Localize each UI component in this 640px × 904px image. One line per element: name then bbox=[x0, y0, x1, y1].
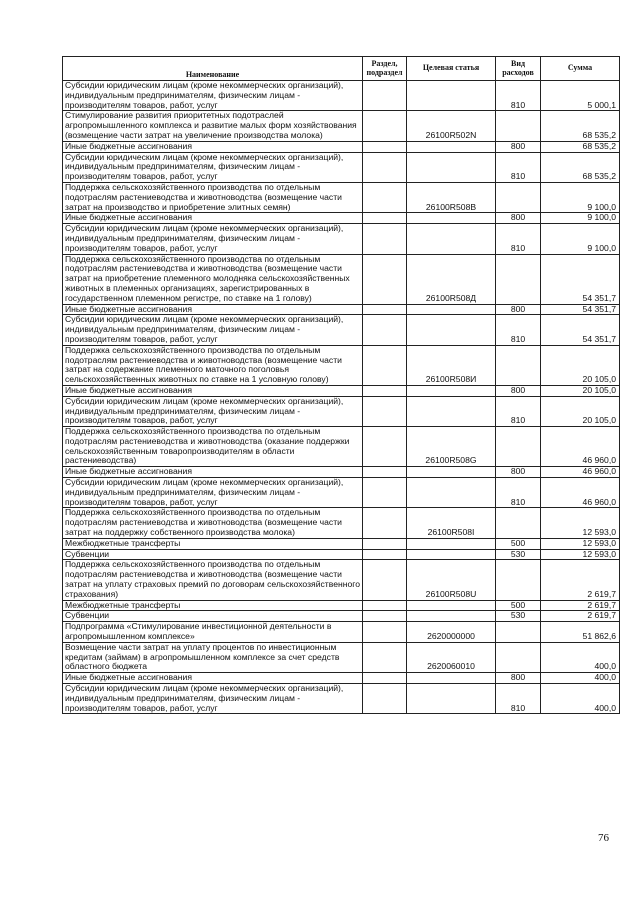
row-type-cell bbox=[496, 622, 541, 643]
row-section-cell bbox=[363, 304, 407, 315]
row-target-cell bbox=[407, 684, 496, 714]
budget-table bbox=[62, 56, 620, 714]
table-row bbox=[63, 611, 620, 622]
row-section-cell bbox=[363, 673, 407, 684]
row-sum-cell: 400,0 bbox=[541, 642, 620, 672]
table-row bbox=[63, 600, 620, 611]
row-type-cell: 810 bbox=[496, 396, 541, 426]
row-target-cell bbox=[407, 549, 496, 560]
row-section-cell bbox=[363, 538, 407, 549]
row-section-cell bbox=[363, 467, 407, 478]
row-section-cell bbox=[363, 600, 407, 611]
row-target-cell bbox=[407, 213, 496, 224]
row-section-cell bbox=[363, 622, 407, 643]
row-name-cell: Стимулирование развития приоритетных подотраслей агропромышленного комплекса и развитие малых форм хозяйствования (возмещение части затрат на увеличение производства молока) bbox=[63, 111, 363, 141]
row-type-cell: 530 bbox=[496, 611, 541, 622]
table-row bbox=[63, 213, 620, 224]
table-row bbox=[63, 224, 620, 254]
table-row bbox=[63, 467, 620, 478]
row-section-cell bbox=[363, 427, 407, 467]
row-sum-cell: 46 960,0 bbox=[541, 467, 620, 478]
row-sum-cell: 9 100,0 bbox=[541, 182, 620, 212]
row-type-cell bbox=[496, 254, 541, 304]
row-sum-cell: 5 000,1 bbox=[541, 81, 620, 111]
row-sum-cell: 20 105,0 bbox=[541, 396, 620, 426]
row-target-cell bbox=[407, 611, 496, 622]
table-row bbox=[63, 684, 620, 714]
row-type-cell bbox=[496, 111, 541, 141]
header-type: Вид расходов bbox=[496, 57, 541, 81]
row-sum-cell: 9 100,0 bbox=[541, 213, 620, 224]
row-type-cell: 800 bbox=[496, 467, 541, 478]
row-target-cell: 26100R508Д bbox=[407, 254, 496, 304]
row-section-cell bbox=[363, 611, 407, 622]
row-name-cell: Субсидии юридическим лицам (кроме некоммерческих организаций), индивидуальным предпринимателям, физическим лицам - производителям товаров, работ, услуг bbox=[63, 81, 363, 111]
table-row bbox=[63, 81, 620, 111]
table-row bbox=[63, 152, 620, 182]
header-target: Целевая статья bbox=[407, 57, 496, 81]
row-target-cell bbox=[407, 478, 496, 508]
row-sum-cell: 46 960,0 bbox=[541, 478, 620, 508]
table-row bbox=[63, 304, 620, 315]
row-name-cell: Межбюджетные трансферты bbox=[63, 538, 363, 549]
row-target-cell bbox=[407, 224, 496, 254]
row-target-cell bbox=[407, 152, 496, 182]
row-sum-cell: 68 535,2 bbox=[541, 111, 620, 141]
row-name-cell: Иные бюджетные ассигнования bbox=[63, 467, 363, 478]
row-name-cell: Иные бюджетные ассигнования bbox=[63, 385, 363, 396]
row-name-cell: Субвенции bbox=[63, 549, 363, 560]
row-target-cell bbox=[407, 600, 496, 611]
row-name-cell: Субсидии юридическим лицам (кроме некоммерческих организаций), индивидуальным предпринимателям, физическим лицам - производителям товаров, работ, услуг bbox=[63, 478, 363, 508]
table-row bbox=[63, 622, 620, 643]
row-section-cell bbox=[363, 152, 407, 182]
row-target-cell bbox=[407, 81, 496, 111]
row-type-cell bbox=[496, 508, 541, 538]
row-type-cell bbox=[496, 642, 541, 672]
row-name-cell: Поддержка сельскохозяйственного производства по отдельным подотраслям растениеводства и животноводства (возмещение части затрат на содержание племенного маточного поголовья сельскохозяйственных животных по ставке на 1 условную голову) bbox=[63, 345, 363, 385]
row-target-cell bbox=[407, 304, 496, 315]
row-sum-cell: 12 593,0 bbox=[541, 508, 620, 538]
row-section-cell bbox=[363, 213, 407, 224]
row-target-cell: 26100R508I bbox=[407, 508, 496, 538]
row-type-cell bbox=[496, 182, 541, 212]
row-name-cell: Субсидии юридическим лицам (кроме некоммерческих организаций), индивидуальным предпринимателям, физическим лицам - производителям товаров, работ, услуг bbox=[63, 684, 363, 714]
row-section-cell bbox=[363, 81, 407, 111]
row-target-cell bbox=[407, 673, 496, 684]
row-section-cell bbox=[363, 642, 407, 672]
row-target-cell bbox=[407, 538, 496, 549]
row-type-cell bbox=[496, 427, 541, 467]
row-sum-cell: 54 351,7 bbox=[541, 254, 620, 304]
row-name-cell: Субсидии юридическим лицам (кроме некоммерческих организаций), индивидуальным предпринимателям, физическим лицам - производителям товаров, работ, услуг bbox=[63, 396, 363, 426]
row-section-cell bbox=[363, 560, 407, 600]
table-row bbox=[63, 254, 620, 304]
table-row bbox=[63, 560, 620, 600]
row-name-cell: Поддержка сельскохозяйственного производства по отдельным подотраслям растениеводства и животноводства (возмещение части затрат на производство и приобретение элитных семян) bbox=[63, 182, 363, 212]
row-name-cell: Поддержка сельскохозяйственного производства по отдельным подотраслям растениеводства и животноводства (возмещение части затрат на приобретение племенного молодняка сельскохозяйственных животных в племенных организациях, зарегистрированных в государственном племенном регистре, по ставке на 1 голову) bbox=[63, 254, 363, 304]
row-sum-cell: 51 862,6 bbox=[541, 622, 620, 643]
row-name-cell: Поддержка сельскохозяйственного производства по отдельным подотраслям растениеводства и животноводства (возмещение части затрат на поддержку собственного производства молока) bbox=[63, 508, 363, 538]
row-target-cell: 26100R508И bbox=[407, 345, 496, 385]
row-sum-cell: 54 351,7 bbox=[541, 304, 620, 315]
table-row bbox=[63, 508, 620, 538]
row-sum-cell: 2 619,7 bbox=[541, 560, 620, 600]
table-row bbox=[63, 427, 620, 467]
row-target-cell bbox=[407, 396, 496, 426]
table-row bbox=[63, 345, 620, 385]
row-target-cell: 26100R508B bbox=[407, 182, 496, 212]
row-sum-cell: 68 535,2 bbox=[541, 152, 620, 182]
row-sum-cell: 400,0 bbox=[541, 673, 620, 684]
row-type-cell: 810 bbox=[496, 152, 541, 182]
row-type-cell: 810 bbox=[496, 684, 541, 714]
table-row bbox=[63, 315, 620, 345]
row-sum-cell: 68 535,2 bbox=[541, 141, 620, 152]
row-type-cell: 810 bbox=[496, 478, 541, 508]
row-section-cell bbox=[363, 478, 407, 508]
row-type-cell: 800 bbox=[496, 673, 541, 684]
row-sum-cell: 9 100,0 bbox=[541, 224, 620, 254]
row-type-cell: 500 bbox=[496, 600, 541, 611]
row-name-cell: Межбюджетные трансферты bbox=[63, 600, 363, 611]
row-section-cell bbox=[363, 396, 407, 426]
row-target-cell: 2620000000 bbox=[407, 622, 496, 643]
row-name-cell: Субсидии юридическим лицам (кроме некоммерческих организаций), индивидуальным предпринимателям, физическим лицам - производителям товаров, работ, услуг bbox=[63, 315, 363, 345]
row-target-cell bbox=[407, 467, 496, 478]
row-type-cell: 810 bbox=[496, 81, 541, 111]
row-section-cell bbox=[363, 315, 407, 345]
row-sum-cell: 2 619,7 bbox=[541, 600, 620, 611]
row-section-cell bbox=[363, 508, 407, 538]
table-body bbox=[63, 81, 620, 714]
row-type-cell: 810 bbox=[496, 224, 541, 254]
row-target-cell: 26100R508U bbox=[407, 560, 496, 600]
row-target-cell: 26100R502N bbox=[407, 111, 496, 141]
row-section-cell bbox=[363, 224, 407, 254]
row-type-cell: 500 bbox=[496, 538, 541, 549]
row-section-cell bbox=[363, 549, 407, 560]
row-name-cell: Иные бюджетные ассигнования bbox=[63, 304, 363, 315]
row-sum-cell: 54 351,7 bbox=[541, 315, 620, 345]
row-name-cell: Субсидии юридическим лицам (кроме некоммерческих организаций), индивидуальным предпринимателям, физическим лицам - производителям товаров, работ, услуг bbox=[63, 152, 363, 182]
row-sum-cell: 20 105,0 bbox=[541, 345, 620, 385]
row-name-cell: Субсидии юридическим лицам (кроме некоммерческих организаций), индивидуальным предпринимателям, физическим лицам - производителям товаров, работ, услуг bbox=[63, 224, 363, 254]
row-sum-cell: 20 105,0 bbox=[541, 385, 620, 396]
row-type-cell: 810 bbox=[496, 315, 541, 345]
header-sum: Сумма bbox=[541, 57, 620, 81]
row-target-cell bbox=[407, 385, 496, 396]
budget-table-page bbox=[62, 56, 619, 714]
row-section-cell bbox=[363, 345, 407, 385]
table-row bbox=[63, 111, 620, 141]
row-name-cell: Поддержка сельскохозяйственного производства по отдельным подотраслям растениеводства и животноводства (возмещение части затрат на уплату страховых премий по договорам сельскохозяйственного страхования) bbox=[63, 560, 363, 600]
row-type-cell: 800 bbox=[496, 141, 541, 152]
table-row bbox=[63, 478, 620, 508]
row-type-cell: 530 bbox=[496, 549, 541, 560]
row-target-cell bbox=[407, 315, 496, 345]
row-section-cell bbox=[363, 254, 407, 304]
table-row bbox=[63, 642, 620, 672]
row-section-cell bbox=[363, 182, 407, 212]
row-section-cell bbox=[363, 141, 407, 152]
table-header-row bbox=[63, 57, 620, 81]
row-name-cell: Иные бюджетные ассигнования bbox=[63, 673, 363, 684]
row-sum-cell: 12 593,0 bbox=[541, 549, 620, 560]
row-type-cell: 800 bbox=[496, 304, 541, 315]
row-type-cell: 800 bbox=[496, 213, 541, 224]
row-section-cell bbox=[363, 385, 407, 396]
row-sum-cell: 12 593,0 bbox=[541, 538, 620, 549]
row-section-cell bbox=[363, 684, 407, 714]
row-name-cell: Иные бюджетные ассигнования bbox=[63, 213, 363, 224]
row-type-cell bbox=[496, 345, 541, 385]
table-row bbox=[63, 385, 620, 396]
row-target-cell: 26100R508G bbox=[407, 427, 496, 467]
row-sum-cell: 46 960,0 bbox=[541, 427, 620, 467]
row-sum-cell: 400,0 bbox=[541, 684, 620, 714]
row-target-cell: 2620060010 bbox=[407, 642, 496, 672]
header-name: Наименование bbox=[63, 57, 363, 81]
row-sum-cell: 2 619,7 bbox=[541, 611, 620, 622]
row-name-cell: Возмещение части затрат на уплату процентов по инвестиционным кредитам (займам) в агропромышленном комплексе за счет средств областного бюджета bbox=[63, 642, 363, 672]
row-type-cell: 800 bbox=[496, 385, 541, 396]
table-row bbox=[63, 538, 620, 549]
table-row bbox=[63, 549, 620, 560]
row-name-cell: Субвенции bbox=[63, 611, 363, 622]
table-row bbox=[63, 141, 620, 152]
row-name-cell: Подпрограмма «Стимулирование инвестиционной деятельности в агропромышленном комплексе» bbox=[63, 622, 363, 643]
header-section: Раздел, подраздел bbox=[363, 57, 407, 81]
row-name-cell: Поддержка сельскохозяйственного производства по отдельным подотраслям растениеводства и животноводства (оказание поддержки сельскохозяйственным товаропроизводителям в области растениеводства) bbox=[63, 427, 363, 467]
row-section-cell bbox=[363, 111, 407, 141]
row-target-cell bbox=[407, 141, 496, 152]
table-row bbox=[63, 182, 620, 212]
row-type-cell bbox=[496, 560, 541, 600]
row-name-cell: Иные бюджетные ассигнования bbox=[63, 141, 363, 152]
page-number: 76 bbox=[598, 832, 609, 844]
table-row bbox=[63, 396, 620, 426]
table-row bbox=[63, 673, 620, 684]
